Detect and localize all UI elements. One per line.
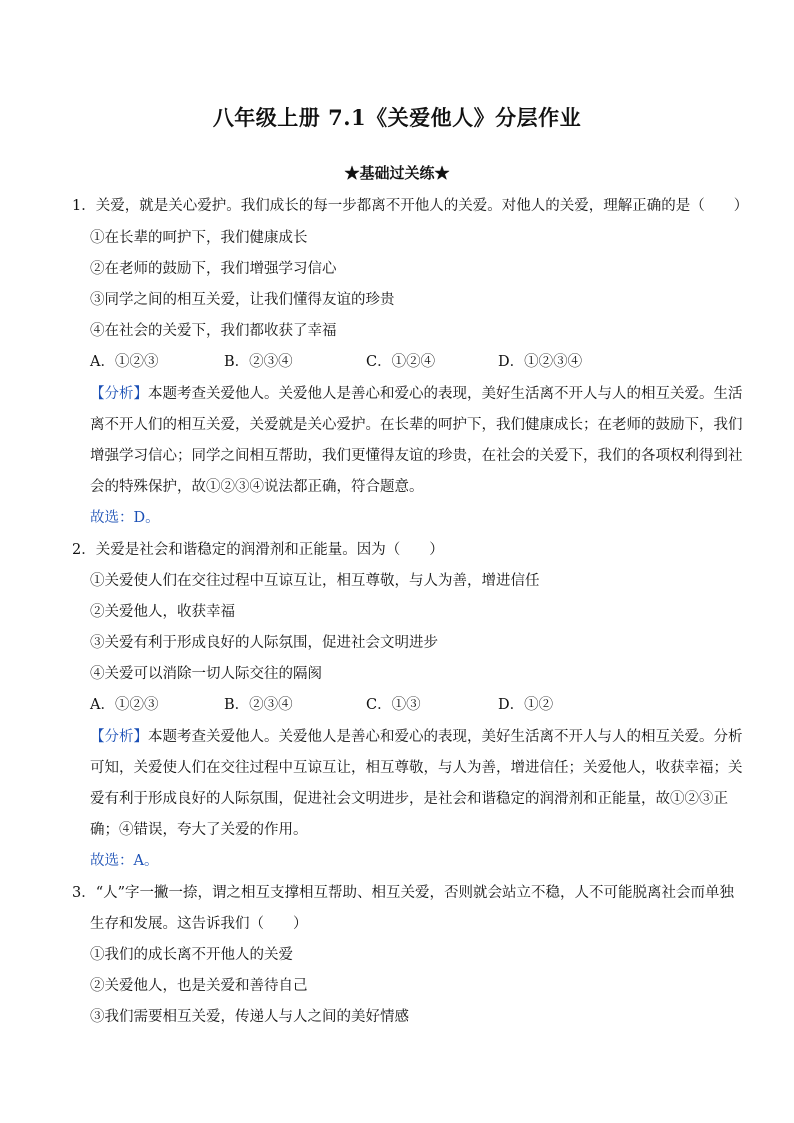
question-1-statement-4: ④在社会的关爱下，我们都收获了幸福 bbox=[90, 323, 337, 339]
question-2-analysis-line-2: 可知，关爱使人们在交往过程中互谅互让，相互尊敬，与人为善，增进信任；关爱他人，收获幸福；关 bbox=[90, 760, 743, 776]
question-2-analysis-line-3: 爱有利于形成良好的人际氛围，促进社会文明进步，是社会和谐稳定的润滑剂和正能量，故①②③正 bbox=[90, 791, 728, 807]
question-1-statement-1: ①在长辈的呵护下，我们健康成长 bbox=[90, 230, 308, 246]
question-3-statement-3: ③我们需要相互关爱，传递人与人之间的美好情感 bbox=[90, 1009, 409, 1025]
question-2-option-d: D．①② bbox=[498, 697, 554, 713]
question-1-option-c: C．①②④ bbox=[366, 354, 436, 370]
question-3-statement-2: ②关爱他人，也是关爱和善待自己 bbox=[90, 978, 308, 994]
question-1-analysis-line-1 bbox=[90, 384, 743, 404]
question-1-answer: 故选：D。 bbox=[90, 510, 160, 526]
question-2-options bbox=[90, 695, 722, 715]
question-3-statement-1: ①我们的成长离不开他人的关爱 bbox=[90, 947, 293, 963]
question-1-analysis-line-2: 离不开人们的相互关爱，关爱就是关心爱护。在长辈的呵护下，我们健康成长；在老师的鼓励下，我们 bbox=[90, 417, 743, 433]
section-heading: ★基础过关练★ bbox=[344, 164, 450, 182]
question-2-analysis-line-1 bbox=[90, 727, 743, 747]
question-1-option-a: A．①②③ bbox=[90, 354, 159, 370]
question-1-option-b: B．②③④ bbox=[224, 354, 293, 370]
analysis-tag: 【分析】 bbox=[90, 386, 148, 402]
question-2-analysis-line-4: 确；④错误，夸大了关爱的作用。 bbox=[90, 822, 308, 838]
question-2-stem: 2．关爱是社会和谐稳定的润滑剂和正能量。因为（ ） bbox=[72, 542, 444, 558]
question-2-statement-2: ②关爱他人，收获幸福 bbox=[90, 604, 235, 620]
question-3-stem-line-1: 3．“人”字一撇一捺，谓之相互支撑相互帮助、相互关爱，否则就会站立不稳，人不可能脱离社会而单独 bbox=[72, 885, 735, 901]
question-2-statement-4: ④关爱可以消除一切人际交往的隔阂 bbox=[90, 666, 322, 682]
question-1-analysis-line-3: 增强学习信心；同学之间相互帮助，我们更懂得友谊的珍贵，在社会的关爱下，我们的各项权利得到社 bbox=[90, 448, 743, 464]
question-2-answer: 故选：A。 bbox=[90, 853, 159, 869]
question-1-statement-3: ③同学之间的相互关爱，让我们懂得友谊的珍贵 bbox=[90, 292, 395, 308]
page-title: 八年级上册 7.1《关爱他人》分层作业 bbox=[212, 105, 582, 130]
question-2-statement-3: ③关爱有利于形成良好的人际氛围，促进社会文明进步 bbox=[90, 635, 438, 651]
question-1-analysis-line-4: 会的特殊保护，故①②③④说法都正确，符合题意。 bbox=[90, 479, 424, 495]
analysis-text: 本题考查关爱他人。关爱他人是善心和爱心的表现，美好生活离不开人与人的相互关爱。分析 bbox=[148, 729, 743, 745]
question-2-option-a: A．①②③ bbox=[90, 697, 159, 713]
question-1-statement-2: ②在老师的鼓励下，我们增强学习信心 bbox=[90, 261, 337, 277]
question-2-option-c: C．①③ bbox=[366, 697, 421, 713]
question-1-stem: 1．关爱，就是关心爱护。我们成长的每一步都离不开他人的关爱。对他人的关爱，理解正确的是（ ） bbox=[72, 198, 749, 214]
question-3-stem-line-2: 生存和发展。这告诉我们（ ） bbox=[90, 916, 308, 932]
question-2-statement-1: ①关爱使人们在交往过程中互谅互让，相互尊敬，与人为善，增进信任 bbox=[90, 573, 540, 589]
analysis-tag: 【分析】 bbox=[90, 729, 148, 745]
analysis-text: 本题考查关爱他人。关爱他人是善心和爱心的表现，美好生活离不开人与人的相互关爱。生活 bbox=[148, 386, 743, 402]
question-1-option-d: D．①②③④ bbox=[498, 354, 583, 370]
question-2-option-b: B．②③④ bbox=[224, 697, 293, 713]
question-1-options bbox=[90, 352, 722, 372]
